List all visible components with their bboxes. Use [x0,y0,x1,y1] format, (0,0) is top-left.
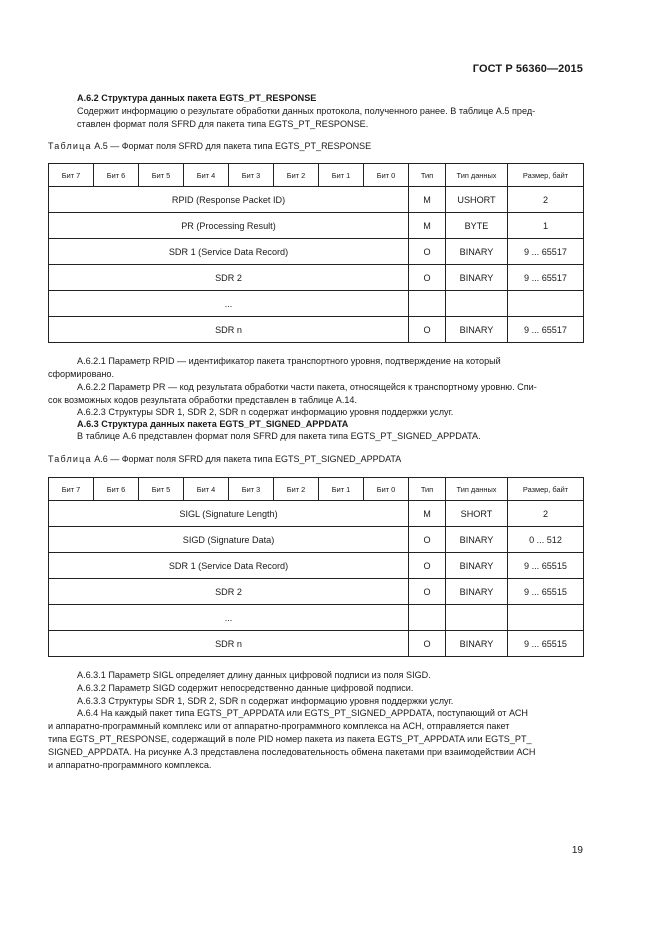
field-data-type [446,605,508,631]
table-a5-header-cell: Бит 7 [49,164,94,187]
field-name: SIGL (Signature Length) [49,501,409,527]
table-row [49,501,584,527]
field-size: 9 ... 65515 [508,579,584,605]
field-name: SIGD (Signature Data) [49,527,409,553]
page-number: 19 [571,845,583,856]
field-size: 9 ... 65517 [508,265,584,291]
field-name: SDR n [49,631,409,657]
note-a64-line5: и аппаратно-программного комплекса. [48,760,212,770]
field-size [508,605,584,631]
field-data-type: BYTE [446,213,508,239]
table-a6-header-cell: Бит 4 [184,478,229,501]
table-a6 [48,477,584,657]
field-type: O [409,527,446,553]
note-a64-line1: А.6.4 На каждый пакет типа EGTS_PT_APPDATA или EGTS_PT_SIGNED_APPDATA, поступающий от АСН [77,708,528,718]
table-row [49,579,584,605]
field-name: ... [49,605,409,631]
table-a5-header-cell: Тип данных [446,164,508,187]
field-name: SDR 1 (Service Data Record) [49,239,409,265]
table-a6-header-cell: Тип [409,478,446,501]
field-data-type: BINARY [446,239,508,265]
note-a632: А.6.3.2 Параметр SIGD содержит непосредственно данные цифровой подписи. [77,683,414,693]
table-a5-header-cell: Бит 3 [229,164,274,187]
field-size: 0 ... 512 [508,527,584,553]
table-a6-caption [48,454,401,464]
table-a6-header-cell: Бит 0 [364,478,409,501]
table-row [49,187,584,213]
section-a62-line1: Содержит информацию о результате обработки данных протокола, полученного ранее. В таблице А.5 пред- [77,106,536,116]
field-data-type: BINARY [446,317,508,343]
field-type: O [409,553,446,579]
field-data-type [446,291,508,317]
field-name: ... [49,291,409,317]
field-name: SDR 2 [49,265,409,291]
note-a64-line2: и аппаратно-программный комплекс или от аппаратно-программного комплекса на АСН, отправляется пакет [48,721,510,731]
field-size: 9 ... 65517 [508,317,584,343]
field-data-type: BINARY [446,553,508,579]
field-name: SDR n [49,317,409,343]
section-a62-line2: ставлен формат поля SFRD для пакета типа EGTS_PT_RESPONSE. [77,119,369,129]
note-a622-line2: сок возможных кодов результата обработки представлен в таблице А.14. [48,395,358,405]
table-a6-header-cell: Бит 5 [139,478,184,501]
field-type: M [409,187,446,213]
table-a6-caption-label: Таблица [48,454,92,464]
field-type [409,605,446,631]
section-a62-heading: А.6.2 Структура данных пакета EGTS_PT_RESPONSE [77,93,317,103]
section-a63-heading: А.6.3 Структура данных пакета EGTS_PT_SIGNED_APPDATA [77,419,349,429]
field-type: O [409,631,446,657]
field-data-type: BINARY [446,631,508,657]
table-a6-header-cell: Бит 2 [274,478,319,501]
field-size: 9 ... 65515 [508,631,584,657]
field-size [508,291,584,317]
table-row [49,239,584,265]
table-a5-header-cell: Бит 5 [139,164,184,187]
field-type: O [409,239,446,265]
field-size: 9 ... 65517 [508,239,584,265]
standard-number: ГОСТ Р 56360—2015 [472,63,583,75]
table-row [49,631,584,657]
table-a6-header-cell: Бит 1 [319,478,364,501]
field-size: 2 [508,187,584,213]
table-a6-header-row [49,478,584,501]
field-data-type: BINARY [446,579,508,605]
table-a6-caption-text: А.6 — Формат поля SFRD для пакета типа EGTS_PT_SIGNED_APPDATA [91,454,402,464]
note-a631: А.6.3.1 Параметр SIGL определяет длину данных цифровой подписи из поля SIGD. [77,670,431,680]
field-type [409,291,446,317]
note-a622-line1: А.6.2.2 Параметр PR — код результата обработки части пакета, относящейся к транспортному уровню. Спи- [77,382,537,392]
note-a623: А.6.2.3 Структуры SDR 1, SDR 2, SDR n содержат информацию уровня поддержки услуг. [77,407,454,417]
table-a6-header-cell: Бит 6 [94,478,139,501]
table-a5-header-cell: Бит 1 [319,164,364,187]
table-row [49,317,584,343]
field-type: O [409,579,446,605]
table-row [49,527,584,553]
table-a6-header-cell: Тип данных [446,478,508,501]
field-data-type: SHORT [446,501,508,527]
field-type: M [409,213,446,239]
table-a5-header-cell: Бит 4 [184,164,229,187]
field-data-type: BINARY [446,265,508,291]
table-row [49,213,584,239]
table-row [49,553,584,579]
table-a6-header-cell: Размер, байт [508,478,584,501]
table-a5 [48,163,584,343]
note-a633: А.6.3.3 Структуры SDR 1, SDR 2, SDR n содержат информацию уровня поддержки услуг. [77,696,454,706]
note-a621-line1: А.6.2.1 Параметр RPID — идентификатор пакета транспортного уровня, подтверждение на который [77,356,501,366]
field-size: 1 [508,213,584,239]
note-a621-line2: сформировано. [48,369,114,379]
table-row [49,605,584,631]
table-a5-header-cell: Размер, байт [508,164,584,187]
table-a5-header-cell: Тип [409,164,446,187]
field-size: 2 [508,501,584,527]
table-a5-caption [48,141,371,151]
table-a5-caption-label: Таблица [48,141,92,151]
note-a64-line3: типа EGTS_PT_RESPONSE, содержащий в поле PID номер пакета из пакета EGTS_PT_APPDATA или EGTS_PT_ [48,734,532,744]
table-row [49,265,584,291]
field-name: PR (Processing Result) [49,213,409,239]
field-size: 9 ... 65515 [508,553,584,579]
table-a5-header-cell: Бит 0 [364,164,409,187]
field-data-type: USHORT [446,187,508,213]
table-a5-caption-text: А.5 — Формат поля SFRD для пакета типа EGTS_PT_RESPONSE [91,141,372,151]
section-a63-line1: В таблице А.6 представлен формат поля SFRD для пакета типа EGTS_PT_SIGNED_APPDATA. [77,431,481,441]
field-name: SDR 2 [49,579,409,605]
field-name: SDR 1 (Service Data Record) [49,553,409,579]
table-a5-header-row [49,164,584,187]
field-type: O [409,265,446,291]
field-type: O [409,317,446,343]
table-a6-header-cell: Бит 3 [229,478,274,501]
field-name: RPID (Response Packet ID) [49,187,409,213]
note-a64-line4: SIGNED_APPDATA. На рисунке А.3 представлена последовательность обмена пакетами при взаимодействии АСН [48,747,536,757]
table-row [49,291,584,317]
table-a6-header-cell: Бит 7 [49,478,94,501]
table-a5-header-cell: Бит 2 [274,164,319,187]
field-type: M [409,501,446,527]
field-data-type: BINARY [446,527,508,553]
table-a5-header-cell: Бит 6 [94,164,139,187]
